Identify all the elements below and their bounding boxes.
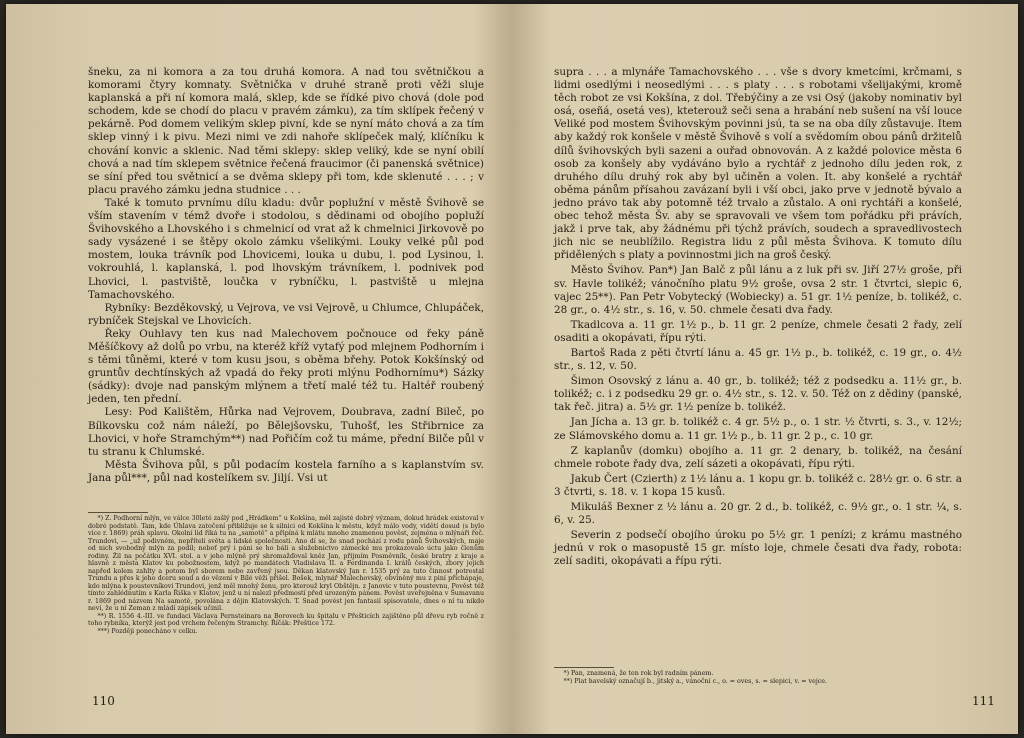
- right-paragraph: Město Švihov. Pan*) Jan Balč z půl lánu a z luk při sv. Jiří 27½ groše, při sv. Havle tolikéž; vánočního platu 9½ groše, ovsa 2 str. 1 čtvrtci, slepic 6, vajec 25**). Pan Petr Vobytecký (Wobiecky) a. 51 gr. 1½ peníze, b. tolikéž, c. 28 gr., o. 4½ str., s. 16, v. 50. chmele česati dva řady.: [554, 264, 962, 316]
- footnote-rule: [554, 667, 614, 668]
- footnote: *) Pan, znamená, že ten rok byl radním pánem.: [563, 670, 714, 677]
- left-paragraph: Také k tomuto prvnímu dílu kladu: dvůr poplužní v městě Švihově se vším stavením v témž dvoře i stodolou, s dědinami od obojího popluží Švihovského a Lhovského i s chmelnicí od vrat až k chmelnici Jirkovově po sady vysázené i se štěpy okolo zámku všelikými. Louky velké půl pod mostem, louka trávník pod Lhovicemi, louka u dubu, l. pod Lysinou, l. vokrouhlá, l. kaplanská, l. pod lhovským trávníkem, l. podnivek pod Lhovici, l. pastviště, loučka v rybníčku, l. pastviště u mlejna Tamachovského.: [88, 196, 484, 301]
- right-paragraph: Z kaplanův (domku) obojího a. 11 gr. 2 denary, b. tolikéž, na česání chmele robote řady dva, zelí sázeti a okopávati, řípu rýti.: [554, 444, 962, 470]
- left-paragraph: Řeky Ouhlavy ten kus nad Malechovem počnouce od řeky páně Měšíčkovy až dolů po vrbu, na kteréž kříž vytafý pod mlejnem Podhorním i s těmi tůněmi, které v tom kusu jsou, s oběma břehy. Potok Kokšínský od gruntův dechtínských až vpadá do řeky proti mlýnu Podhornímu*) Sázky (sádky): dvoje nad panským mlýnem a třetí malé též tu. Haltéř roubený jeden, ten přední.: [88, 327, 484, 406]
- right-body-text: [554, 66, 962, 568]
- right-paragraph: Bartoš Rada z pěti čtvrtí lánu a. 45 gr. 1½ p., b. tolikéž, c. 19 gr., o. 4½ str., s. 12, v. 50.: [554, 346, 962, 373]
- footnote: *) Z. Podhorní mlýn, ve válce 30leté zašlý pod „Hrádkem“ u Kokšína, měl zajisté dobrý význam, dokud hrádek existoval v dobré podstatě. Tam, kde Úhlava zatočení přibližuje se k silnici od Kokšína k městu, když málo vody, vidětí dosud (s bylo více r. 1869) práh splavu. Okolní lid říká tu na „samotě“ a připíná k mlátu mnoho znamenou pověst, zejména o mlýnáři řeč. Trundovi, — „už podivném, nepříteli světa a lidské společnosti. Ano dí se, že snad pochází z rodu pánů Švihovských, maje od nich svobodný mlýn za podíl; neboť prý i páni se ho báli a služebnictvo zámecké mu prokazovalo úctu jako členům rodiny. Žil na počátku XVI. stol. a v jeho mlýně prý shromažďoval kněz Jan, příjmím Posměvník, české bratry z kraje a hlavně z města Klatov ku pobožnostem, když po mandátech Vladislava II. a Ferdinanda I. králů českých, zbory jejich napřed kolem zahlty a potom byl sborem nebo zavřený jsou. Děkan klatovský Jan r. 1535 prý za tuto činnost potrestal Trundu a přes k jeho dceru soud a do vězení v Bílé věži přišel. Bošek, mlynář Malechovský, obviněný mu z piní přichápaje, kdo mlýna k poustevníkovi Trundovi, jenž měl mnohý ženu, pro kterouž kryl Obštějn. z Janovic v tuto poustevnu, Pověst též tímto zahlédnutím s Karla Řiška v Klatov, jenž u ní nalezl předmostí před urozeným pánem. Pověst uveřejněna v Šumavanu r. 1869 pod názvem Na samotě, povolána z dějin Klatovských. T. Snad povést jen fantasií spisovatele, dnes o ní tu nikdo neví, že u ní Zeman z mládí zápisek učinil.: [88, 515, 484, 612]
- footnote: **) Plat havelský označují b., jitský a., vánoční c., o. = oves, s. = slepici, v. = vejce.: [563, 677, 828, 685]
- left-paragraph: Rybníky: Bezděkovský, u Vejrova, ve vsi Vejrově, u Chlumce, Chlupáček, rybníček Stejskal ve Lhovicích.: [88, 301, 484, 327]
- left-page: [6, 4, 512, 734]
- left-footnotes: [88, 512, 484, 635]
- left-paragraph: šneku, za ni komora a za tou druhá komora. A nad tou světničkou a komorami čtyry komnaty. Světnička v druhé straně proti věži sluje kaplanská a při ní komora malá, sklep, kde se řídké pivo chová (dole pod schodem, kde se chodí do placu v pravém zámku), za tím sklípek řečený v pekárně. Pod domem velikým sklep pivní, kde se nyní máto chová a za tím sklep vinný i k pivu. Mezi nimi ve zdi nahoře sklípeček malý, klíčníku k chování konvic a sklenic. Nad těmi sklepy: sklep veliký, kde se nyní obilí chová a nad tím sklepem světnice řečená fraucimor (či panenská světnice) se síní před tou světnicí a se dvěma sklepy při tom, kde sklenuté . . . ; v placu pravého zámku jedna studnice . . .: [88, 66, 484, 196]
- footnote: **) R. 1556 4.-III. ve fundaci Václava Pernsteinara na Borovech ku špitalu v Přešticích zajištěno půl dřevu ryb ročně z toho rybníka, kterýž jest pod vrchem řečeným Stramchy. Říčák: Přeštice 172.: [88, 612, 484, 627]
- right-page: [512, 4, 1018, 734]
- right-paragraph: Jakub Čert (Czierth) z 1½ lánu a. 1 kopu gr. b. tolikéž c. 28½ gr. o. 6 str. a 3 čtvrti, s. 18. v. 1 kopa 15 kusů.: [554, 472, 962, 498]
- book-spread: [6, 4, 1018, 734]
- right-footnotes: [554, 667, 962, 685]
- footnote-rule: [88, 512, 148, 513]
- right-paragraph: Šimon Osovský z lánu a. 40 gr., b. tolikéž; též z podsedku a. 11½ gr., b. tolikéž; c. i z podsedku 29 gr. o. 4½ str., s. 12. v. 50. Též on z dědiny (panské, tak řeč. jitra) a. 5½ gr. 1½ peníze b. tolikéž.: [554, 375, 962, 414]
- left-paragraph: Lesy: Pod Kalištěm, Hůrka nad Vejrovem, Doubrava, zadní Bileč, po Bílkovsku což nám náleží, po Bělejšovsku, Tuhošť, les Střibrnice za Lhovici, v hoře Stramchým**) nad Pořičím což tu máme, přední Bilče půl v tu stranu k Chlumské.: [88, 406, 484, 458]
- right-paragraph: Tkadlcova a. 11 gr. 1½ p., b. 11 gr. 2 peníze, chmele česati 2 řady, zelí osaditi a okopávati, řípu rýti.: [554, 318, 962, 344]
- right-paragraph: supra . . . a mlynáře Tamachovského . . . vše s dvory kmetcími, krčmami, s lidmi osedlými i neosedlými . . . s platy . . . s robotami všelijakými, kromě těch robot ze vsi Kokšína, z dol. Třebýčiny a ze vsi Osý (jakoby nominativ byl osá, oseñá, osetá ves), kteterouž seči sena a hrabání neb sušení na vší louce Veliké pod mostem Švihovským povinni jsú, ta se na oba díly zůstavuje. Item aby každý rok konšele v městě Švihově s volí a svědomím obou pánů držitelů dílů švihovských byli sazeni a ouřad obnovován. A z každé polovice města 6 osob za konšely aby vydáváno bylo a rychtář z jednoho dílu jeden rok, z druhého dílu druhý rok aby byl učiněn a volen. It. aby konšelé a rychtář oběma pánům přísahou zavázaní byli i vší obci, jako prve v jednotě bývalo a jedno právo tak aby potomně též trvalo a zůstalo. A oni rychtáři a konšelé, obec tehož města Šv. aby se spravovali ve všem tom pořádku při právích, jakž i prve tak, aby žádnému při týchž právích, soudech a spravedlivostech jich nic se neublížilo. Registra lidu z půl města Švihova. K tomuto dílu přidělených s platy a povinnostmi jich na groš český.: [554, 66, 962, 262]
- right-paragraph: Mikuláš Bexner z ½ lánu a. 20 gr. 2 d., b. tolikéž, c. 9½ gr., o. 1 str. ¼, s. 6, v. 25.: [554, 501, 962, 527]
- page-number-right: 111: [972, 694, 995, 708]
- right-paragraph: Jan Jícha a. 13 gr. b. tolikéž c. 4 gr. 5½ p., o. 1 str. ½ čtvrti, s. 3., v. 12½; ze Slámovského domu a. 11 gr. 1½ p., b. 11 gr. 2 p., c. 10 gr.: [554, 416, 962, 442]
- left-paragraph: Města Švihova půl, s půl podacím kostela farního a s kaplanstvím sv. Jana půl***, půl nad kostelíkem sv. Jiljí. Vsi ut: [88, 458, 484, 484]
- footnote: ***) Později ponecháno v celku.: [97, 627, 198, 635]
- left-body-text: [88, 66, 484, 485]
- page-number-left: 110: [92, 694, 115, 708]
- right-paragraph: Severin z podsečí obojího úroku po 5½ gr. 1 penízi; z krámu mastného jednú v rok o masopustě 15 gr. místo loje, chmele česati dva řady, robota: zelí saditi, okopávati a řípu rýti.: [554, 529, 962, 568]
